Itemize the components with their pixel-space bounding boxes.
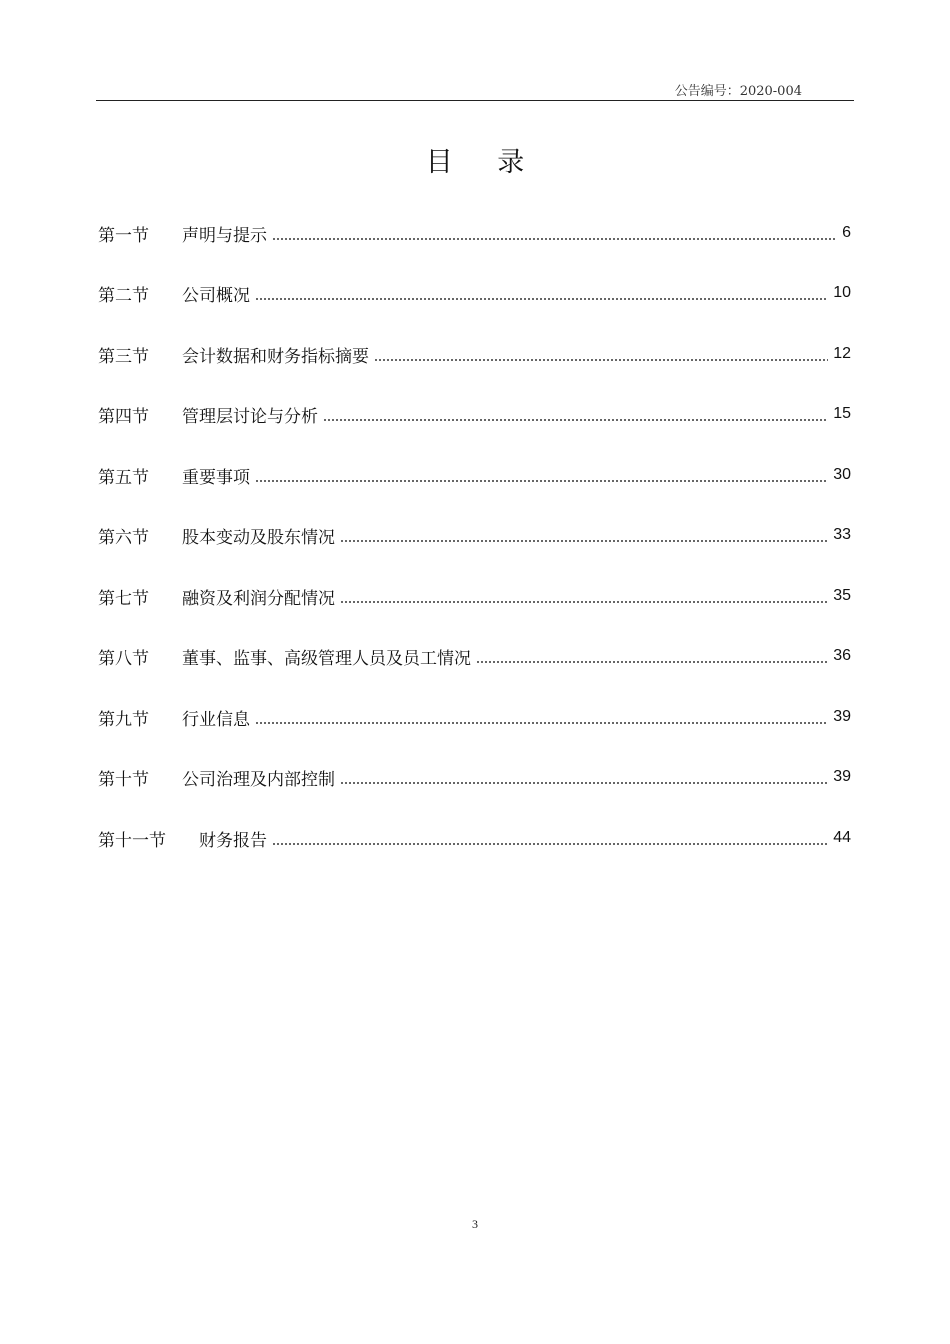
toc-dot-leader: [340, 782, 828, 784]
toc-section-number: 第一节: [98, 225, 149, 246]
header-notice-number: 公告编号：2020-004: [674, 84, 802, 99]
toc-section-number: 第二节: [98, 285, 149, 306]
toc-entry-1[interactable]: [98, 220, 851, 246]
toc-section-title: 股本变动及股东情况: [182, 527, 335, 548]
toc-entry-5[interactable]: [98, 462, 851, 488]
toc-section-title: 董事、监事、高级管理人员及员工情况: [182, 648, 471, 669]
toc-dot-leader: [340, 601, 828, 603]
toc-section-number: 第十节: [98, 769, 149, 790]
toc-page-number: 12: [833, 345, 851, 362]
toc-dot-leader: [272, 843, 828, 845]
toc-section-number: 第六节: [98, 527, 149, 548]
toc-entry-3[interactable]: [98, 341, 851, 367]
toc-section-title: 行业信息: [182, 709, 250, 730]
toc-section-title: 会计数据和财务指标摘要: [182, 346, 369, 367]
toc-section-number: 第九节: [98, 709, 149, 730]
toc-section-number: 第三节: [98, 346, 149, 367]
toc-section-title: 公司概况: [182, 285, 250, 306]
toc-title: 目 录: [425, 147, 543, 178]
toc-section-number: 第八节: [98, 648, 149, 669]
toc-section-title: 融资及利润分配情况: [182, 588, 335, 609]
toc-entry-4[interactable]: [98, 401, 851, 427]
toc-entry-8[interactable]: [98, 643, 851, 669]
toc-section-number: 第十一节: [98, 830, 166, 851]
page-number: 3: [472, 1217, 478, 1231]
toc-page-number: 36: [833, 647, 851, 664]
toc-entry-7[interactable]: [98, 583, 851, 609]
toc-section-number: 第七节: [98, 588, 149, 609]
toc-entry-6[interactable]: [98, 522, 851, 548]
toc-page-number: 33: [833, 526, 851, 543]
toc-section-title: 公司治理及内部控制: [182, 769, 335, 790]
toc-dot-leader: [272, 238, 837, 240]
toc-dot-leader: [476, 661, 828, 663]
toc-page-number: 15: [833, 405, 851, 422]
toc-section-title: 重要事项: [182, 467, 250, 488]
toc-section-title: 声明与提示: [182, 225, 267, 246]
toc-section-number: 第五节: [98, 467, 149, 488]
toc-entry-9[interactable]: [98, 704, 851, 730]
toc-section-number: 第四节: [98, 406, 149, 427]
toc-section-title: 管理层讨论与分析: [182, 406, 318, 427]
toc-dot-leader: [340, 540, 828, 542]
toc-page-number: 39: [833, 708, 851, 725]
toc-page-number: 6: [842, 224, 851, 241]
toc-entry-10[interactable]: [98, 764, 851, 790]
toc-dot-leader: [323, 419, 828, 421]
toc-entry-11[interactable]: [98, 825, 851, 851]
toc-dot-leader: [374, 359, 828, 361]
toc-page-number: 10: [833, 284, 851, 301]
toc-dot-leader: [255, 480, 828, 482]
toc-dot-leader: [255, 298, 828, 300]
toc-entry-2[interactable]: [98, 280, 851, 306]
toc-page-number: 44: [833, 829, 851, 846]
toc-page-number: 39: [833, 768, 851, 785]
toc-dot-leader: [255, 722, 828, 724]
toc-page-number: 30: [833, 466, 851, 483]
toc-page-number: 35: [833, 587, 851, 604]
toc-section-title: 财务报告: [199, 830, 267, 851]
